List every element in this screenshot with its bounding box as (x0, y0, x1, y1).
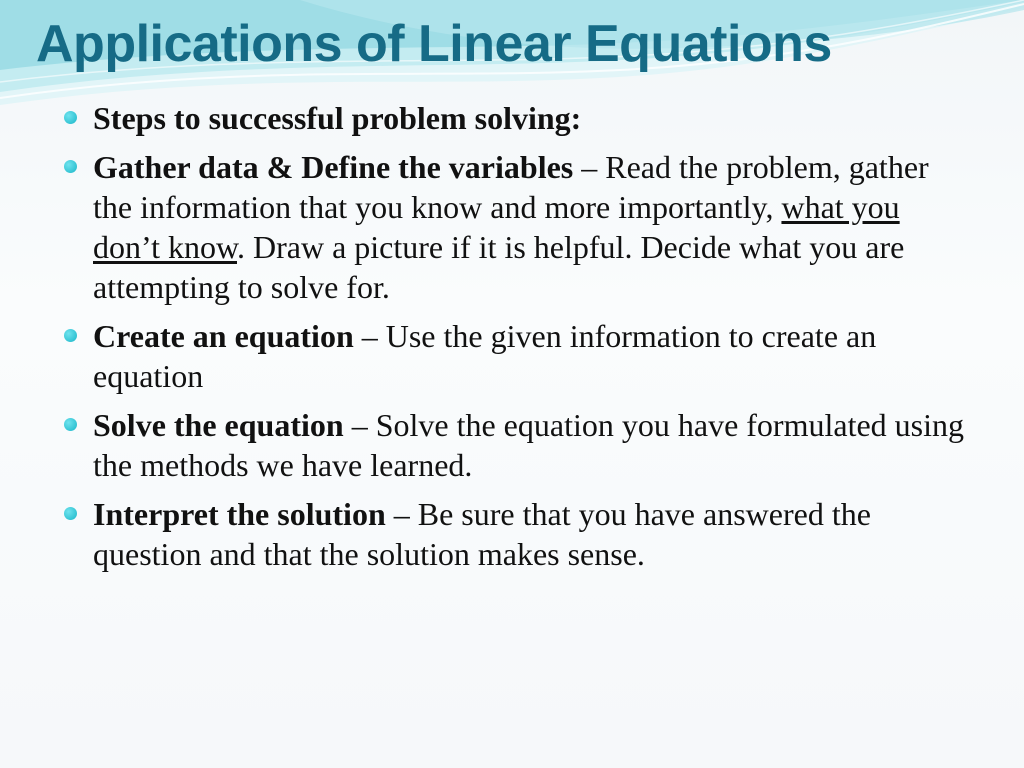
bullet-item-steps (64, 98, 964, 138)
bullet-dot-icon (64, 160, 77, 173)
bullet-item-interpret-solution (64, 494, 964, 574)
bullet-text: Use the given information to create an equation (93, 318, 877, 394)
bullet-item-solve-equation (64, 405, 964, 485)
bullet-heading: Create an equation (93, 318, 354, 354)
bullet-text: Read the problem, gather the information that you know and more importantly, (93, 149, 929, 225)
slide-title: Applications of Linear Equations (36, 15, 832, 73)
bullet-text: Be sure that you have answered the question and that the solution makes sense. (93, 496, 871, 572)
bullet-heading: Steps to successful problem solving: (93, 100, 582, 136)
bullet-dot-icon (64, 111, 77, 124)
bullet-heading: Interpret the solution (93, 496, 386, 532)
bullet-dash: – (385, 496, 418, 532)
bullet-list (64, 98, 964, 583)
bullet-text: Solve the equation you have formulated using the methods we have learned. (93, 407, 964, 483)
bullet-heading: Gather data & Define the variables (93, 149, 574, 185)
bullet-dot-icon (64, 329, 77, 342)
bullet-dot-icon (64, 418, 77, 431)
bullet-text: . Draw a picture if it is helpful. Decide what you are attempting to solve for. (93, 229, 905, 305)
bullet-dash: – (353, 318, 386, 354)
bullet-dash: – (343, 407, 376, 443)
bullet-item-gather-data (64, 147, 964, 307)
bullet-dash: – (573, 149, 606, 185)
bullet-heading: Solve the equation (93, 407, 344, 443)
bullet-item-create-equation (64, 316, 964, 396)
bullet-dot-icon (64, 507, 77, 520)
bullet-text-underlined: what you don’t know (93, 189, 900, 265)
